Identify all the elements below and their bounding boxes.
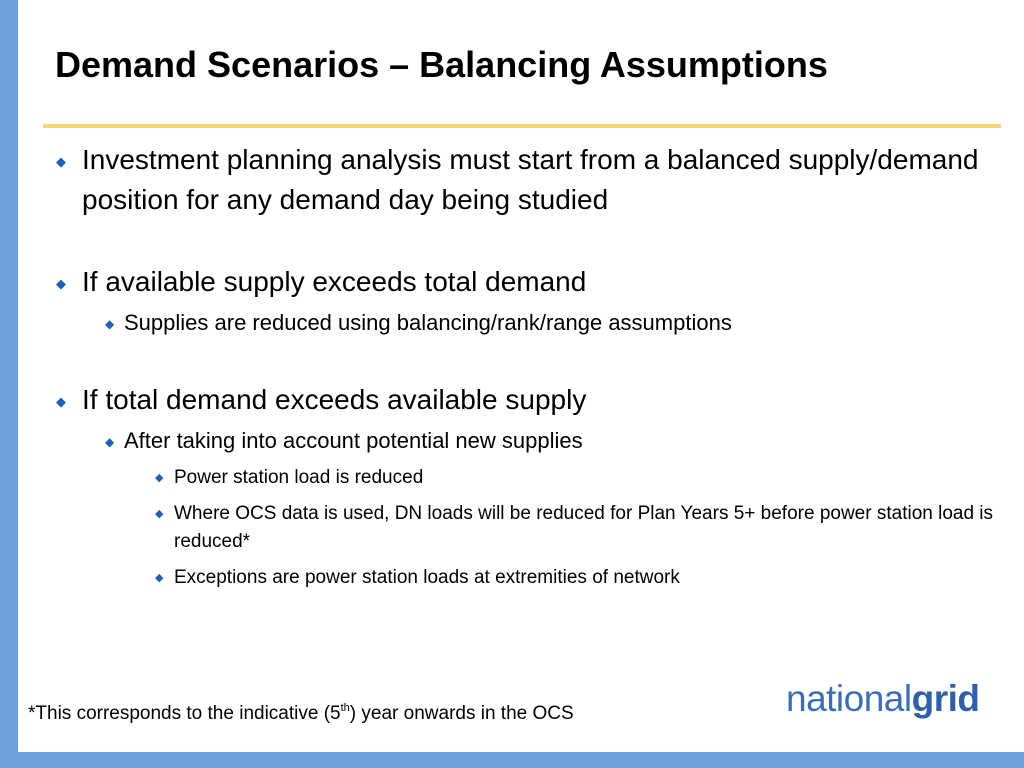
diamond-bullet-icon: ◆: [56, 276, 66, 291]
bullet-text: If total demand exceeds available supply: [82, 384, 587, 415]
footnote-prefix: *This corresponds to the indicative (5: [28, 703, 341, 724]
footnote-superscript: th: [340, 701, 350, 714]
national-grid-logo: [786, 678, 980, 720]
bullet-item: [52, 262, 1002, 302]
bullet-text: If available supply exceeds total demand: [82, 266, 587, 297]
diamond-bullet-icon: ◆: [105, 317, 115, 331]
footnote: [28, 703, 574, 725]
logo-text-national: national: [786, 678, 912, 719]
sub-sub-bullet-text: Power station load is reduced: [174, 467, 424, 488]
sub-sub-bullet-item: [52, 464, 1002, 492]
sub-sub-bullet-text: Where OCS data is used, DN loads will be reduced for Plan Years 5+ before power station load is reduced*: [174, 503, 994, 552]
sub-sub-bullet-text: Exceptions are power station loads at extremities of network: [174, 567, 680, 588]
diamond-bullet-icon: ◆: [56, 394, 66, 409]
bullet-item: [52, 380, 1002, 420]
footnote-suffix: ) year onwards in the OCS: [349, 703, 574, 724]
sub-bullet-text: Supplies are reduced using balancing/rank/range assumptions: [124, 310, 732, 335]
diamond-bullet-icon: ◆: [56, 154, 66, 169]
sub-sub-bullet-item: [52, 500, 1002, 556]
slide-title: Demand Scenarios – Balancing Assumptions: [55, 44, 828, 85]
diamond-bullet-icon: ◆: [155, 508, 164, 520]
sub-bullet-item: [52, 426, 1002, 456]
diamond-bullet-icon: ◆: [155, 572, 164, 584]
bullet-item: [52, 140, 1002, 220]
left-frame-bar: [0, 0, 18, 768]
sub-bullet-text: After taking into account potential new supplies: [124, 428, 583, 453]
bottom-frame-bar: [0, 752, 1024, 768]
diamond-bullet-icon: ◆: [105, 435, 115, 449]
bullet-text: Investment planning analysis must start from a balanced supply/demand position for any demand day being studied: [82, 144, 979, 215]
sub-bullet-item: [52, 308, 1002, 338]
logo-text-grid: grid: [911, 678, 980, 719]
diamond-bullet-icon: ◆: [155, 472, 164, 484]
bullet-list: [52, 140, 1002, 592]
title-divider: [43, 124, 1001, 128]
sub-sub-bullet-item: [52, 564, 1002, 592]
